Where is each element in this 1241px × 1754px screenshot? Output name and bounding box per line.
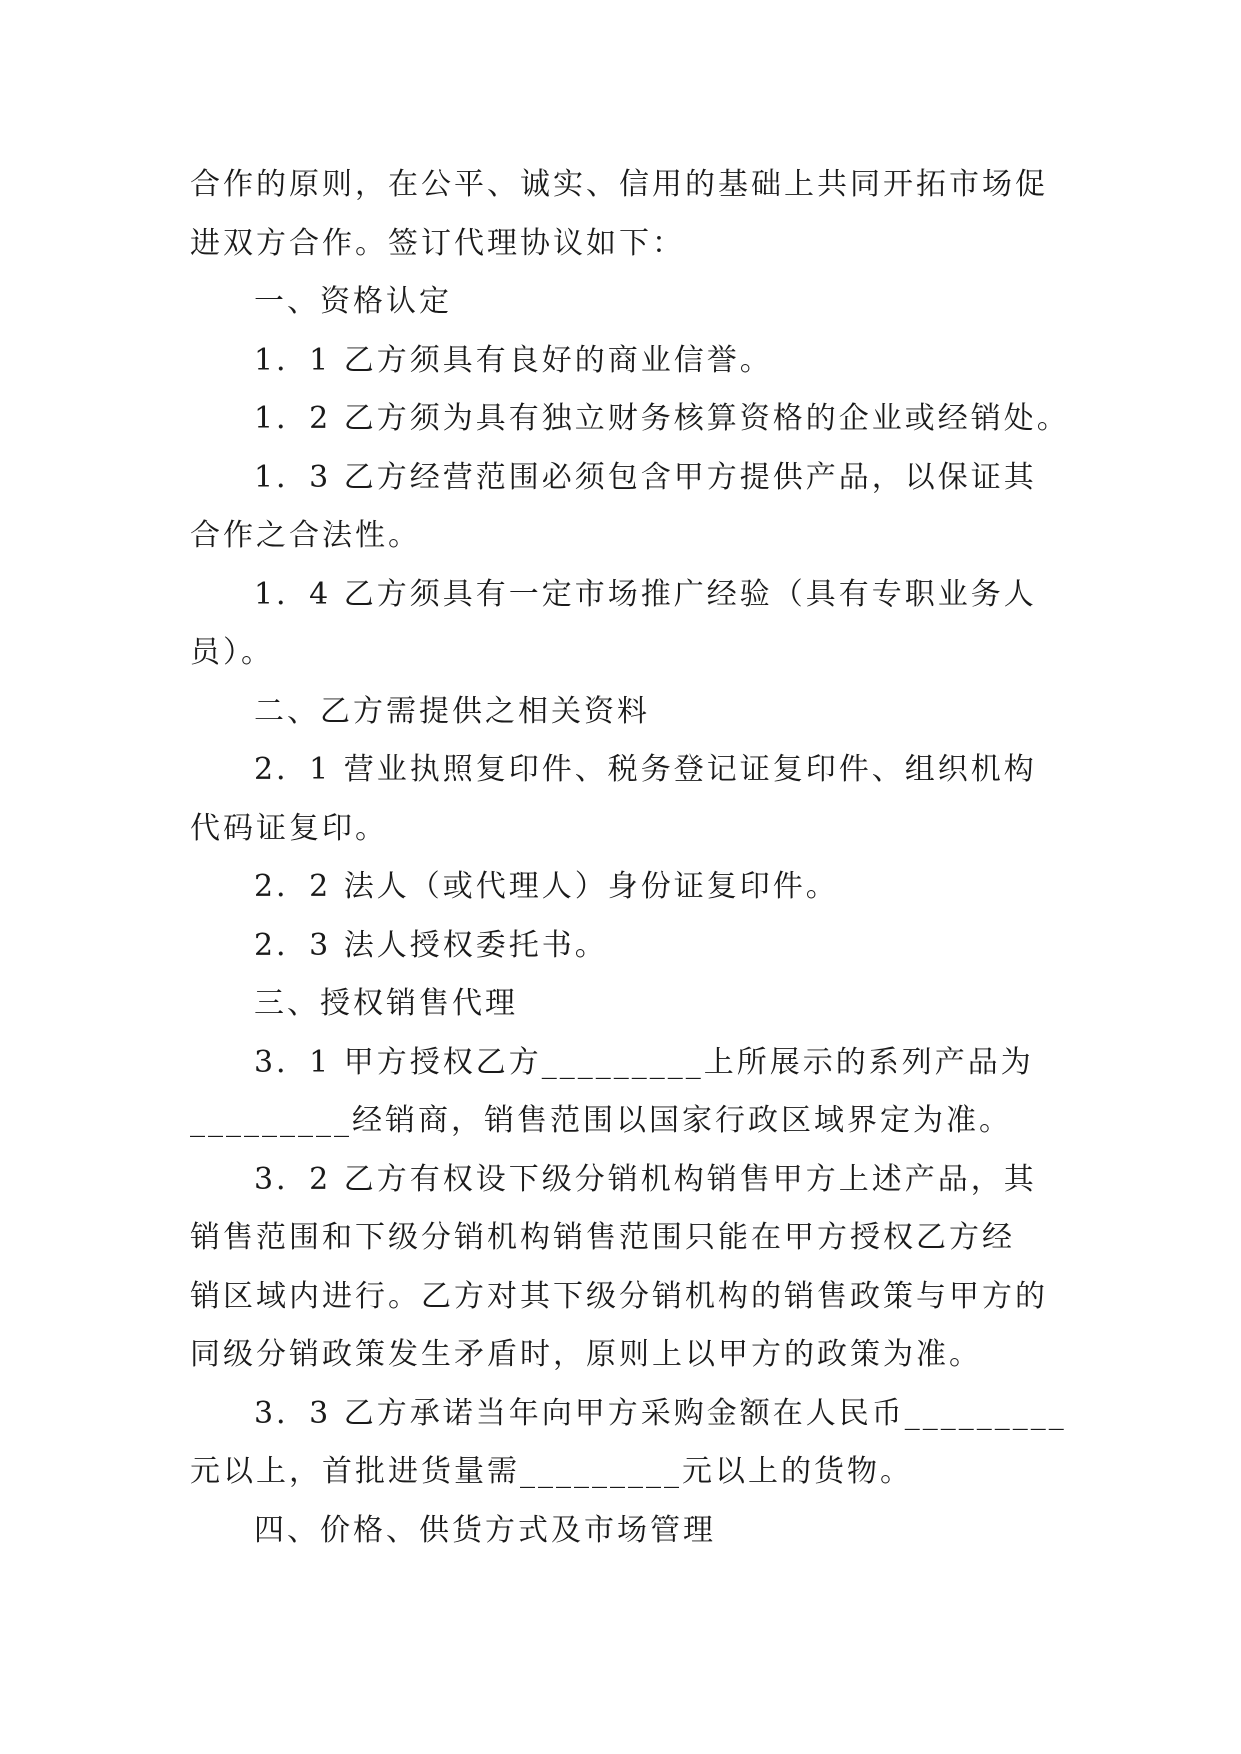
body-line: 元以上，首批进货量需_________元以上的货物。 bbox=[190, 1454, 913, 1489]
body-line: 代码证复印。 bbox=[190, 810, 388, 846]
clause-line: 3．3 乙方承诺当年向甲方采购金额在人民币_________ bbox=[254, 1395, 1067, 1431]
document-body bbox=[190, 156, 1070, 1560]
section-heading: 一、资格认定 bbox=[254, 284, 452, 319]
clause-line: 1．3 乙方经营范围必须包含甲方提供产品，以保证其 bbox=[254, 459, 1037, 495]
body-line: 销区域内进行。乙方对其下级分销机构的销售政策与甲方的 bbox=[190, 1278, 1048, 1314]
section-heading: 三、授权销售代理 bbox=[254, 986, 518, 1021]
body-line: 销售范围和下级分销机构销售范围只能在甲方授权乙方经 bbox=[190, 1220, 1015, 1255]
body-line: 员）。 bbox=[190, 635, 274, 670]
body-line: 进双方合作。签订代理协议如下： bbox=[190, 225, 685, 261]
clause-line: 1．1 乙方须具有良好的商业信誉。 bbox=[254, 342, 773, 378]
body-line: 同级分销政策发生矛盾时，原则上以甲方的政策为准。 bbox=[190, 1337, 982, 1372]
clause-line: 1．4 乙方须具有一定市场推广经验（具有专职业务人 bbox=[254, 576, 1037, 612]
body-line: _________经销商，销售范围以国家行政区域界定为准。 bbox=[190, 1103, 1012, 1138]
clause-line: 2．2 法人（或代理人）身份证复印件。 bbox=[254, 869, 839, 904]
section-heading: 四、价格、供货方式及市场管理 bbox=[254, 1512, 716, 1548]
section-heading: 二、乙方需提供之相关资料 bbox=[254, 693, 650, 729]
body-line: 合作的原则，在公平、诚实、信用的基础上共同开拓市场促 bbox=[190, 167, 1048, 202]
body-line: 合作之合法性。 bbox=[190, 518, 421, 553]
clause-line: 3．1 甲方授权乙方_________上所展示的系列产品为 bbox=[254, 1044, 1034, 1080]
clause-line: 3．2 乙方有权设下级分销机构销售甲方上述产品，其 bbox=[254, 1161, 1037, 1197]
clause-line: 1．2 乙方须为具有独立财务核算资格的企业或经销处。 bbox=[254, 401, 1070, 436]
clause-line: 2．3 法人授权委托书。 bbox=[254, 927, 608, 963]
clause-line: 2．1 营业执照复印件、税务登记证复印件、组织机构 bbox=[254, 752, 1037, 787]
